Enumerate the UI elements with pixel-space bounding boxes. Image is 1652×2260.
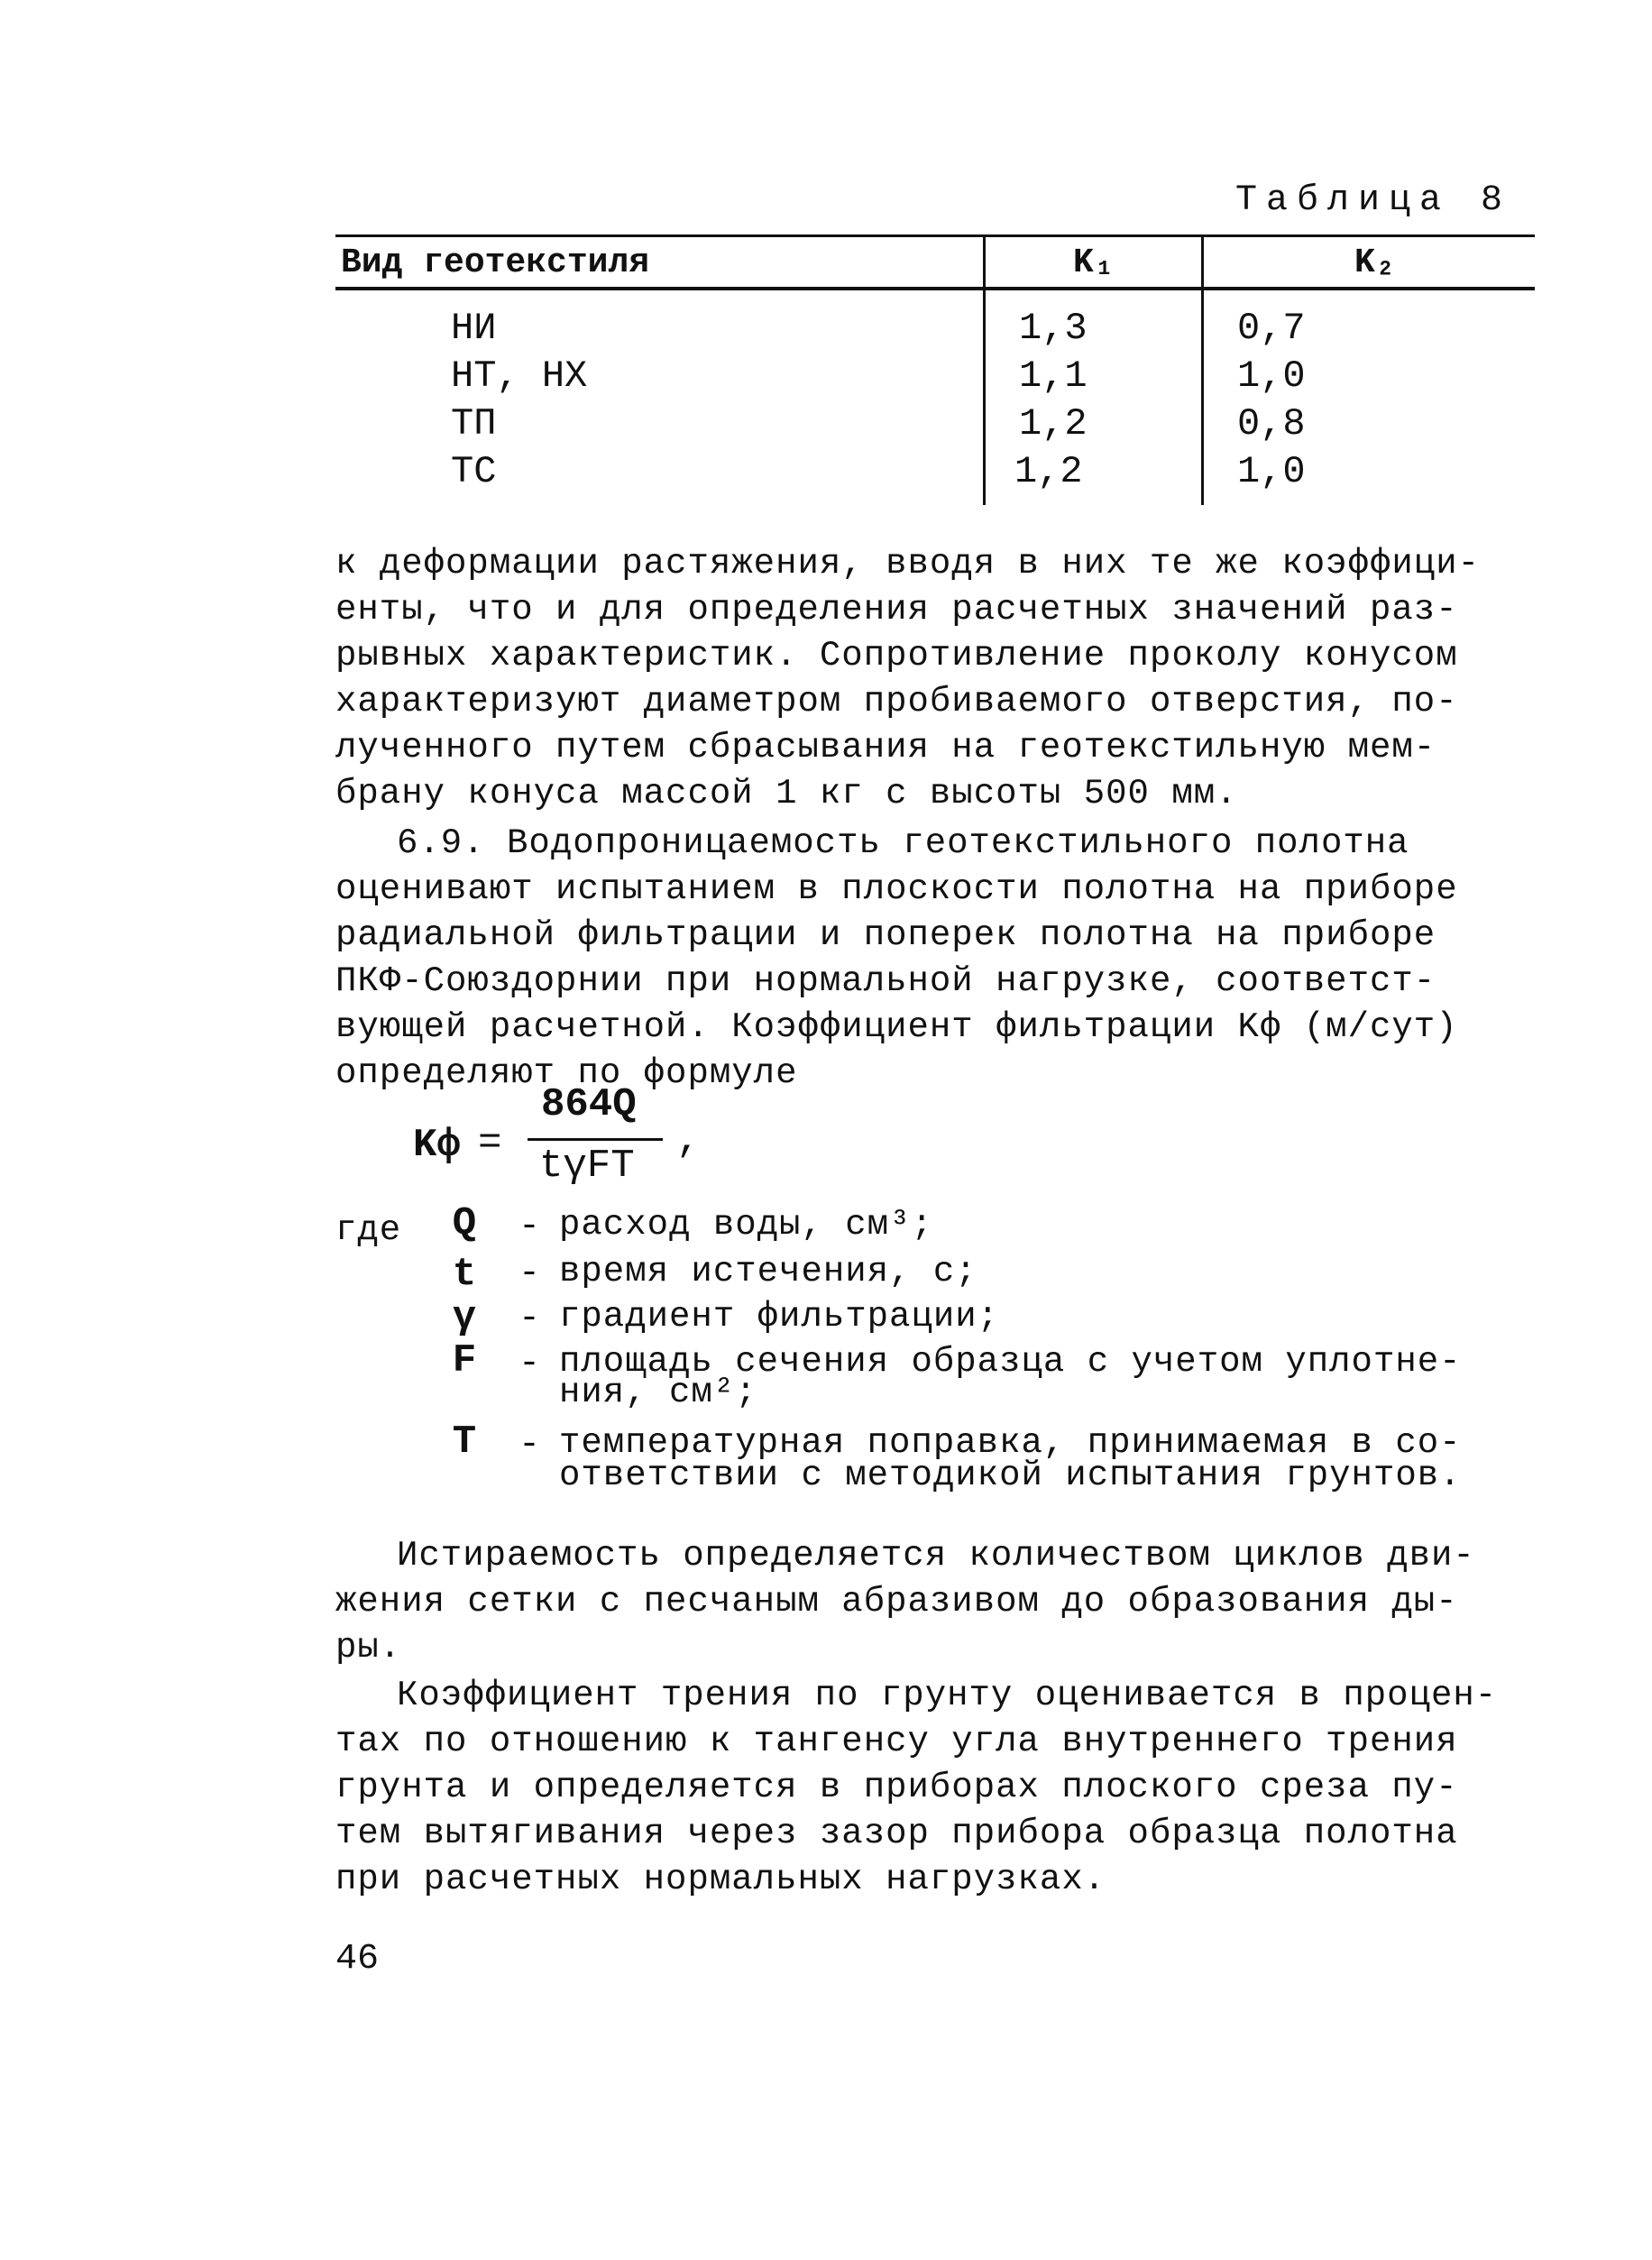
legend-dash: - xyxy=(519,1425,541,1465)
legend-symbol: γ xyxy=(452,1295,477,1340)
paragraph-tensile xyxy=(335,541,1530,817)
fraction-bar xyxy=(528,1138,663,1141)
text-line: Истираемость определяется количеством циклов дви- xyxy=(397,1536,1475,1576)
text-line: лученного путем сбрасывания на геотекстильную мем- xyxy=(335,728,1436,767)
table-cell-k1: 1,1 xyxy=(1019,354,1088,398)
table-cell-k2: 1,0 xyxy=(1237,450,1306,493)
text-line: при расчетных нормальных нагрузках. xyxy=(335,1860,1106,1899)
legend-text: градиент фильтрации; xyxy=(559,1297,1000,1337)
table-cell-k1: 1,2 xyxy=(1019,402,1088,446)
legend-symbol: F xyxy=(452,1338,477,1383)
table-header-k2: K₂ xyxy=(1354,243,1396,282)
text-line: Коэффициент трения по грунту оценивается в процен- xyxy=(397,1676,1498,1715)
table-cell-k2: 0,8 xyxy=(1237,402,1306,446)
legend-dash: - xyxy=(519,1344,541,1384)
page-number: 46 xyxy=(335,1939,380,1980)
text-line: брану конуса массой 1 кг с высоты 500 мм. xyxy=(335,774,1238,813)
table-cell-k1: 1,3 xyxy=(1019,307,1088,350)
table-cell-k1: 1,2 xyxy=(1014,450,1083,493)
legend-text: расход воды, см³; xyxy=(559,1205,933,1245)
legend-symbol: T xyxy=(452,1419,477,1465)
text-line: ПКФ-Союздорнии при нормальной нагрузке, соответст- xyxy=(335,961,1436,1001)
table-caption: Таблица 8 xyxy=(1235,180,1512,221)
legend-dash: - xyxy=(519,1207,541,1247)
text-line: характеризуют диаметром пробиваемого отверстия, по- xyxy=(335,682,1458,721)
formula-equals: = xyxy=(478,1121,502,1166)
legend-text-continued: ответствии с методикой испытания грунтов. xyxy=(559,1456,1462,1495)
legend-dash: - xyxy=(519,1254,541,1294)
table-cell-k2: 0,7 xyxy=(1237,307,1306,350)
text-line: определяют по формуле xyxy=(335,1053,798,1093)
text-line: жения сетки с песчаным абразивом до образования ды- xyxy=(335,1582,1458,1622)
formula-denominator: tγFT xyxy=(539,1144,635,1189)
text-line: 6.9. Водопроницаемость геотекстильного полотна xyxy=(397,823,1409,863)
formula-numerator: 864Q xyxy=(541,1082,637,1127)
table-header-type: Вид геотекстиля xyxy=(341,243,650,282)
table-cell-type: НИ xyxy=(451,307,497,350)
table-top-rule xyxy=(335,234,1535,237)
table-col-divider-1 xyxy=(983,234,986,505)
text-line: тем вытягивания через зазор прибора образца полотна xyxy=(335,1814,1458,1853)
formula-comma: , xyxy=(676,1118,701,1163)
formula-lhs: Kф xyxy=(413,1123,461,1168)
text-line: грунта и определяется в приборах плоского среза пу- xyxy=(335,1768,1458,1807)
legend-dash: - xyxy=(519,1299,541,1339)
legend-intro: где xyxy=(335,1210,402,1250)
text-line: оценивают испытанием в плоскости полотна на приборе xyxy=(335,869,1458,909)
table-header-k1: K₁ xyxy=(1073,243,1115,282)
legend-text: температурная поправка, принимаемая в со- xyxy=(559,1423,1462,1463)
text-line: к деформации растяжения, вводя в них те же коэффици- xyxy=(335,544,1480,583)
legend-text-continued: ния, см²; xyxy=(559,1373,757,1412)
table-cell-type: НТ, НХ xyxy=(451,354,588,398)
legend-text: время истечения, с; xyxy=(559,1252,977,1291)
text-line: радиальной фильтрации и поперек полотна на приборе xyxy=(335,915,1436,955)
text-line: вующей расчетной. Коэффициент фильтрации Kф (м/сут) xyxy=(335,1007,1458,1047)
table-cell-type: ТС xyxy=(451,450,497,493)
table-header-rule xyxy=(335,287,1535,290)
text-line: тах по отношению к тангенсу угла внутреннего трения xyxy=(335,1722,1458,1761)
paragraph-permeability xyxy=(335,821,1530,1097)
text-line: енты, что и для определения расчетных значений раз- xyxy=(335,590,1458,629)
table-col-divider-2 xyxy=(1201,234,1204,505)
paragraph-abrasion xyxy=(335,1533,1530,1671)
table-cell-type: ТП xyxy=(451,402,497,446)
paragraph-friction xyxy=(335,1673,1530,1903)
text-line: ры. xyxy=(335,1628,402,1667)
legend-symbol: Q xyxy=(452,1201,477,1246)
table-cell-k2: 1,0 xyxy=(1237,354,1306,398)
legend-symbol: t xyxy=(452,1252,477,1297)
text-line: рывных характеристик. Сопротивление проколу конусом xyxy=(335,636,1458,675)
legend-text: площадь сечения образца с учетом уплотне- xyxy=(559,1342,1462,1382)
